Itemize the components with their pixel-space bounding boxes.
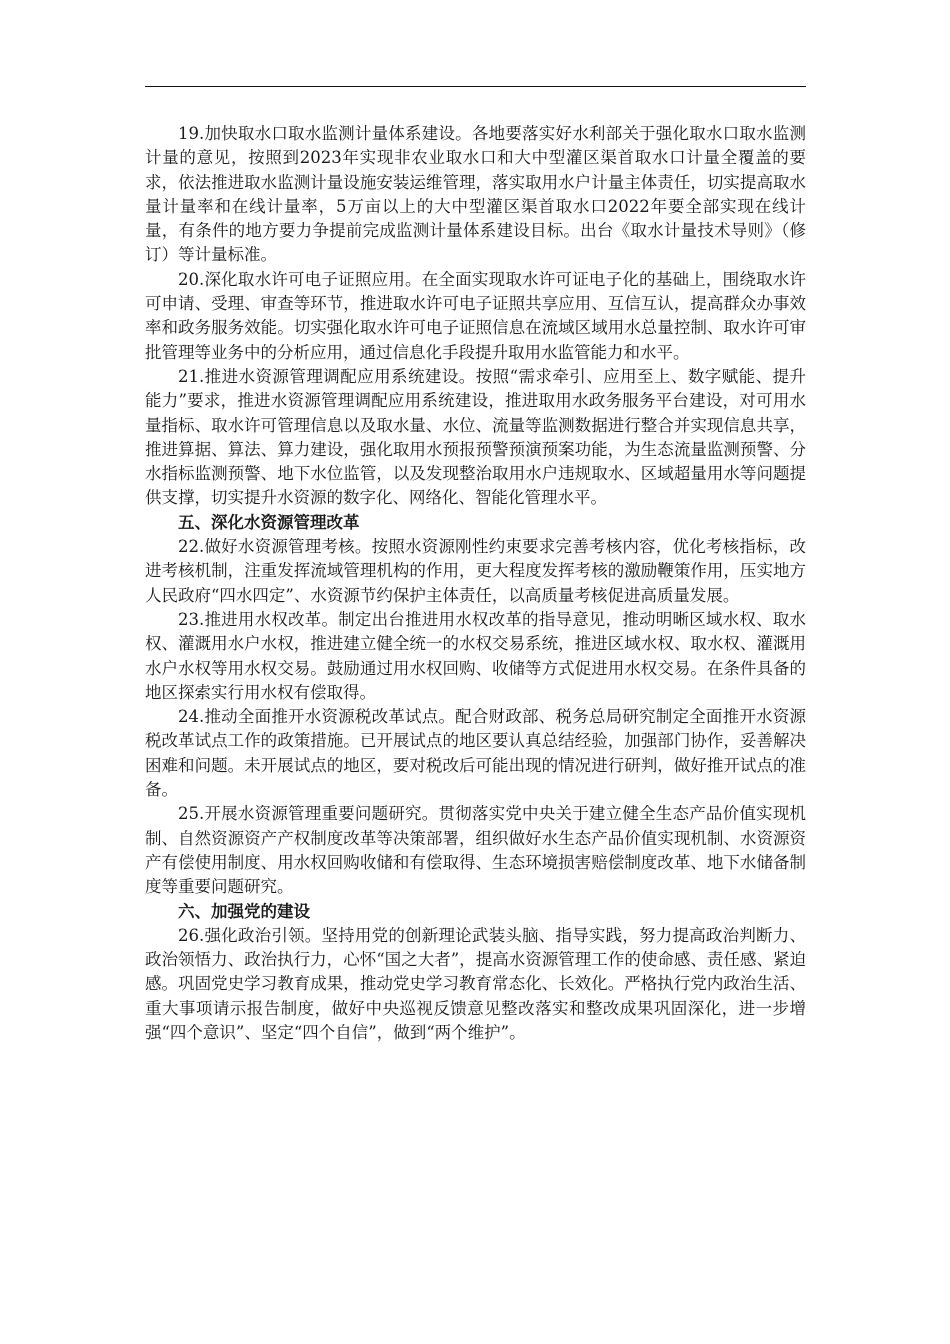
paragraph-21: 21.推进水资源管理调配应用系统建设。按照“需求牵引、应用至上、数字赋能、提升能力”要求，推进水资源管理调配应用系统建设，推进取用水政务服务平台建设，对可用水量指标、取水许可管理信息以及取水量、水位、流量等监测数据进行整合并实现信息共享，推进算据、算法、算力建设，强化取用水预报预警预演预案功能，为生态流量监测预警、分水指标监测预警、地下水位监管，以及发现整治取用水户违规取水、区域超量用水等问题提供支撑，切实提升水资源的数字化、网络化、智能化管理水平。 bbox=[145, 366, 806, 508]
section-heading-5: 五、深化水资源管理改革 bbox=[178, 512, 360, 532]
paragraph-26: 26.强化政治引领。坚持用党的创新理论武装头脑、指导实践，努力提高政治判断力、政治领悟力、政治执行力，心怀“国之大者”，提高水资源管理工作的使命感、责任感、紧迫感。巩固党史学习教育成果，推动党史学习教育常态化、长效化。严格执行党内政治生活、重大事项请示报告制度，做好中央巡视反馈意见整改落实和整改成果巩固深化，进一步增强“四个意识”、坚定“四个自信”，做到“两个维护”。 bbox=[145, 925, 806, 1042]
paragraph-19: 19.加快取水口取水监测计量体系建设。各地要落实好水利部关于强化取水口取水监测计量的意见，按照到2023年实现非农业取水口和大中型灌区渠首取水口计量全覆盖的要求，依法推进取水监测计量设施安装运维管理，落实取用水户计量主体责任，切实提高取水量计量率和在线计量率，5万亩以上的大中型灌区渠首取水口2022年要全部实现在线计量，有条件的地方要力争提前完成监测计量体系建设目标。出台《取水计量技术导则》（修订）等计量标准。 bbox=[145, 124, 806, 265]
paragraph-24: 24.推动全面推开水资源税改革试点。配合财政部、税务总局研究制定全面推开水资源税改革试点工作的政策措施。已开展试点的地区要认真总结经验，加强部门协作，妥善解决困难和问题。未开展试点的地区，要对税改后可能出现的情况进行研判，做好推开试点的准备。 bbox=[145, 707, 806, 800]
section-heading-6: 六、加强党的建设 bbox=[178, 901, 310, 921]
paragraph-20: 20.深化取水许可电子证照应用。在全面实现取水许可证电子化的基础上，围绕取水许可申请、受理、审查等环节，推进取水许可电子证照共享应用、互信互认，提高群众办事效率和政务服务效能。切实强化取水许可电子证照信息在流域区域用水总量控制、取水许可审批管理等业务中的分析应用，通过信息化手段提升取用水监管能力和水平。 bbox=[145, 269, 806, 362]
document-body bbox=[145, 122, 806, 1045]
header-rule bbox=[145, 86, 806, 87]
paragraph-23: 23.推进用水权改革。制定出台推进用水权改革的指导意见，推动明晰区域水权、取水权、灌溉用水户水权，推进建立健全统一的水权交易系统，推进区域水权、取水权、灌溉用水户水权等用水权交易。鼓励通过用水权回购、收储等方式促进用水权交易。在条件具备的地区探索实行用水权有偿取得。 bbox=[145, 609, 806, 702]
paragraph-22: 22.做好水资源管理考核。按照水资源刚性约束要求完善考核内容，优化考核指标，改进考核机制，注重发挥流域管理机构的作用，更大程度发挥考核的激励鞭策作用，压实地方人民政府“四水四定”、水资源节约保护主体责任，以高质量考核促进高质量发展。 bbox=[145, 537, 806, 605]
paragraph-25: 25.开展水资源管理重要问题研究。贯彻落实党中央关于建立健全生态产品价值实现机制、自然资源资产产权制度改革等决策部署，组织做好水生态产品价值实现机制、水资源资产有偿使用制度、用水权回购收储和有偿取得、生态环境损害赔偿制度改革、地下水储备制度等重要问题研究。 bbox=[145, 804, 806, 897]
